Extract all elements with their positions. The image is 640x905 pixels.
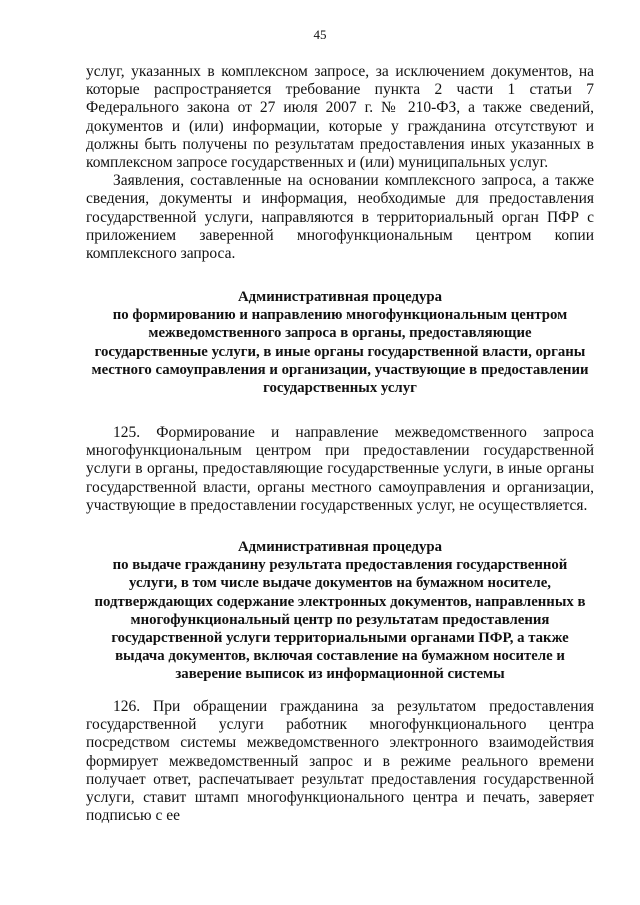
heading-line: заверение выписок из информационной системы xyxy=(175,666,505,683)
heading-line: Административная процедура xyxy=(237,289,443,305)
heading-line: государственных услуг xyxy=(263,380,417,397)
section-heading-interagency-request xyxy=(70,288,610,397)
heading-line: по выдаче гражданину результата предоставления государственной xyxy=(112,557,568,574)
page-number: 45 xyxy=(313,27,327,42)
section-heading-issuance xyxy=(70,538,610,684)
text-block-intro xyxy=(86,63,594,263)
heading-line: Административная процедура xyxy=(237,539,443,555)
heading-line: по формированию и направлению многофункциональным центром xyxy=(112,307,568,324)
heading-line: государственные услуги, в иные органы государственной власти, органы xyxy=(94,343,586,360)
heading-line: местного самоуправления и организации, участвующие в предоставлении xyxy=(91,361,589,378)
heading-line: подтверждающих содержание электронных документов, направленных в xyxy=(94,593,586,610)
heading-line: услуги, в том числе выдаче документов на бумажном носителе, xyxy=(129,575,551,592)
paragraph-applications: Заявления, составленные на основании комплексного запроса, а также сведения, документы и информация, необходимые для предоставления государственной услуги, направляются в территориальный орган ПФР с приложением заверенной многофункциональным центром копии комплексного запроса. xyxy=(86,172,594,263)
paragraph-126: 126. При обращении гражданина за результатом предоставления государственной услуги работник многофункционального центра посредством системы межведомственного электронного взаимодействия формирует межведомственный запрос и в режиме реального времени получает ответ, распечатывает результат предоставления государственной услуги, ставит штамп многофункционального центра и печать, заверяет подписью с ее xyxy=(86,698,594,825)
text-block-125 xyxy=(86,424,594,515)
heading-line: выдача документов, включая составление на бумажном носителе и xyxy=(115,648,565,665)
heading-line: многофункциональный центр по результатам предоставления xyxy=(130,611,550,628)
heading-line: государственной услуги территориальными органами ПФР, а также xyxy=(111,630,569,647)
paragraph-continuation: услуг, указанных в комплексном запросе, за исключением документов, на которые распространяется требование пункта 2 части 1 статьи 7 Федерального закона от 27 июля 2007 г. № 210-ФЗ, а также сведений, документов и (или) информации, которые у гражданина отсутствуют и должны быть получены по результатам предоставления иных указанных в комплексном запросе государственных и (или) муниципальных услуг. xyxy=(86,63,594,172)
heading-line: межведомственного запроса в органы, предоставляющие xyxy=(148,325,532,342)
text-block-126 xyxy=(86,698,594,825)
paragraph-125: 125. Формирование и направление межведомственного запроса многофункциональным центром при предоставлении государственной услуги в органы, предоставляющие государственные услуги, в иные органы государственной власти, органы местного самоуправления и организации, участвующие в предоставлении государственных услуг, не осуществляется. xyxy=(86,424,594,514)
